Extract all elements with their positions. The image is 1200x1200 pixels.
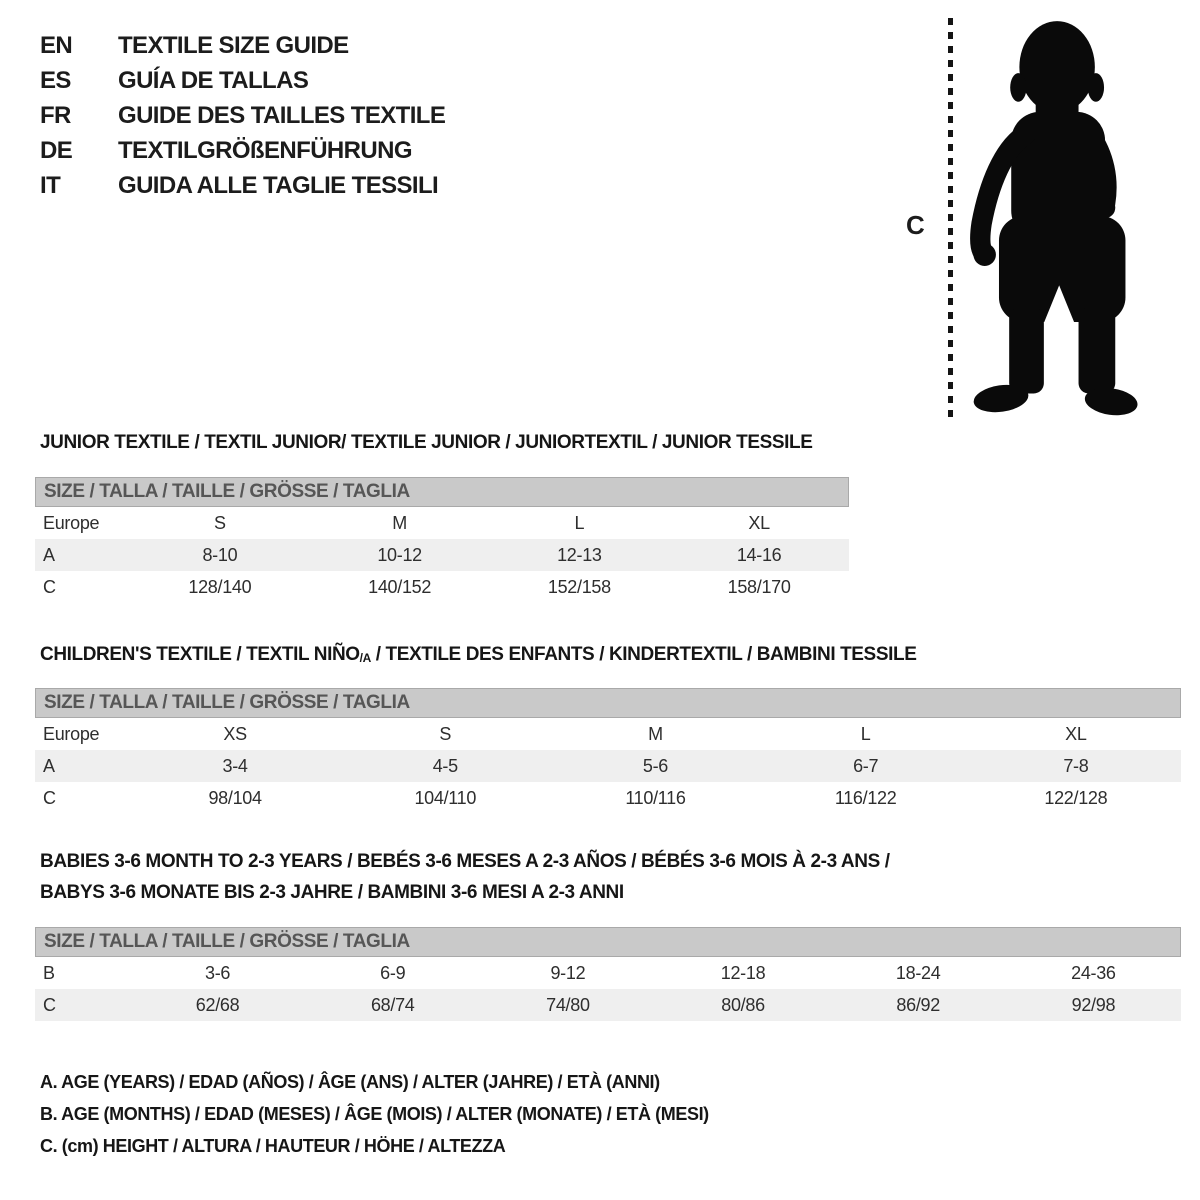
language-row	[40, 63, 445, 98]
language-row	[40, 98, 445, 133]
legend-note-b: B. AGE (MONTHS) / EDAD (MESES) / ÂGE (MOIS) / ALTER (MONATE) / ETÀ (MESI)	[40, 1104, 709, 1124]
children-section-title	[40, 644, 916, 666]
junior-region-row	[35, 507, 849, 539]
children-height-cell: 116/122	[834, 787, 897, 808]
junior-height-row	[35, 571, 849, 603]
language-title: GUIDE DES TAILLES TEXTILE	[118, 101, 446, 129]
children-size-cell: S	[439, 723, 452, 744]
junior-size-cell: L	[574, 512, 585, 533]
size-header-bar: SIZE / TALLA / TAILLE / GRÖSSE / TAGLIA	[35, 927, 1181, 957]
children-height-cell: 104/110	[414, 787, 477, 808]
babies-height-cell: 74/80	[546, 994, 590, 1015]
language-title: GUIDA ALLE TAGLIE TESSILI	[118, 171, 439, 199]
children-title-sub: /A	[359, 651, 371, 665]
babies-months-row	[35, 957, 1181, 989]
junior-age-cell: 12-13	[557, 544, 602, 565]
language-row	[40, 168, 445, 203]
height-measure-label: C	[906, 210, 925, 240]
children-height-cell: 98/104	[208, 787, 262, 808]
children-height-cell: 110/116	[625, 787, 686, 808]
junior-size-table	[35, 477, 849, 603]
toddler-silhouette-icon	[962, 14, 1140, 422]
junior-height-cell: 140/152	[368, 576, 432, 597]
row-label-c: C	[43, 787, 56, 808]
junior-age-cell: 14-16	[736, 544, 782, 565]
row-label-a: A	[43, 755, 55, 776]
row-label-europe: Europe	[43, 723, 100, 744]
size-header-bar: SIZE / TALLA / TAILLE / GRÖSSE / TAGLIA	[35, 477, 849, 507]
children-size-table	[35, 688, 1181, 814]
children-age-cell: 4-5	[432, 755, 458, 776]
children-age-cell: 6-7	[853, 755, 879, 776]
junior-height-cell: 128/140	[188, 576, 252, 597]
junior-size-cell: M	[392, 512, 407, 533]
language-title: TEXTILGRÖßENFÜHRUNG	[118, 136, 412, 164]
row-label-europe: Europe	[43, 512, 100, 533]
size-header-bar: SIZE / TALLA / TAILLE / GRÖSSE / TAGLIA	[35, 688, 1181, 718]
babies-height-cell: 80/86	[721, 994, 765, 1015]
height-measure-dashed-line	[948, 18, 953, 418]
babies-month-cell: 6-9	[380, 962, 406, 983]
children-size-cell: M	[648, 723, 663, 744]
children-size-cell: XL	[1065, 723, 1087, 744]
babies-height-cell: 92/98	[1071, 994, 1116, 1015]
junior-age-cell: 8-10	[202, 544, 238, 565]
row-label-c: C	[43, 576, 56, 597]
language-title: GUÍA DE TALLAS	[118, 66, 309, 94]
language-code: IT	[40, 171, 61, 199]
children-size-cell: XS	[223, 723, 247, 744]
babies-size-table	[35, 927, 1181, 1021]
junior-size-cell: S	[214, 512, 226, 533]
junior-height-cell: 158/170	[727, 576, 791, 597]
language-code: FR	[40, 101, 71, 129]
babies-month-cell: 3-6	[205, 962, 231, 983]
children-title-pre: CHILDREN'S TEXTILE / TEXTIL NIÑO	[40, 644, 360, 665]
language-row	[40, 28, 445, 63]
language-title: TEXTILE SIZE GUIDE	[118, 31, 349, 59]
children-region-row	[35, 718, 1181, 750]
babies-month-cell: 12-18	[720, 962, 766, 983]
row-label-a: A	[43, 544, 55, 565]
children-age-cell: 7-8	[1063, 755, 1089, 776]
babies-height-cell: 86/92	[896, 994, 940, 1015]
junior-age-cell: 10-12	[377, 544, 422, 565]
babies-height-row	[35, 989, 1181, 1021]
legend-note-a: A. AGE (YEARS) / EDAD (AÑOS) / ÂGE (ANS) / ALTER (JAHRE) / ETÀ (ANNI)	[40, 1072, 660, 1092]
junior-age-row	[35, 539, 849, 571]
language-code: DE	[40, 136, 73, 164]
babies-height-cell: 68/74	[370, 994, 415, 1015]
babies-month-cell: 9-12	[550, 962, 586, 983]
language-code: ES	[40, 66, 71, 94]
children-age-cell: 5-6	[642, 755, 669, 776]
junior-section-title: JUNIOR TEXTILE / TEXTIL JUNIOR/ TEXTILE JUNIOR / JUNIORTEXTIL / JUNIOR TESSILE	[40, 432, 813, 453]
babies-month-cell: 24-36	[1071, 962, 1116, 983]
row-label-c: C	[43, 994, 56, 1015]
children-size-cell: L	[860, 723, 871, 744]
children-height-row	[35, 782, 1181, 814]
language-code: EN	[40, 31, 73, 59]
language-row	[40, 133, 445, 168]
children-age-row	[35, 750, 1181, 782]
babies-section-title	[40, 846, 890, 908]
legend-notes	[40, 1066, 709, 1162]
language-title-list	[40, 28, 445, 203]
children-height-cell: 122/128	[1044, 787, 1108, 808]
legend-note-c: C. (cm) HEIGHT / ALTURA / HAUTEUR / HÖHE / ALTEZZA	[40, 1136, 506, 1156]
babies-title-line2: BABYS 3-6 MONATE BIS 2-3 JAHRE / BAMBINI 3-6 MESI A 2-3 ANNI	[40, 882, 624, 903]
children-age-cell: 3-4	[222, 755, 248, 776]
junior-size-cell: XL	[748, 512, 770, 533]
children-title-post: / TEXTILE DES ENFANTS / KINDERTEXTIL / BAMBINI TESSILE	[370, 644, 917, 665]
babies-title-line1: BABIES 3-6 MONTH TO 2-3 YEARS / BEBÉS 3-6 MESES A 2-3 AÑOS / BÉBÉS 3-6 MOIS À 2-3 ANS /	[40, 851, 890, 872]
babies-month-cell: 18-24	[895, 962, 941, 983]
row-label-b: B	[43, 962, 55, 983]
babies-height-cell: 62/68	[195, 994, 240, 1015]
junior-height-cell: 152/158	[547, 576, 611, 597]
